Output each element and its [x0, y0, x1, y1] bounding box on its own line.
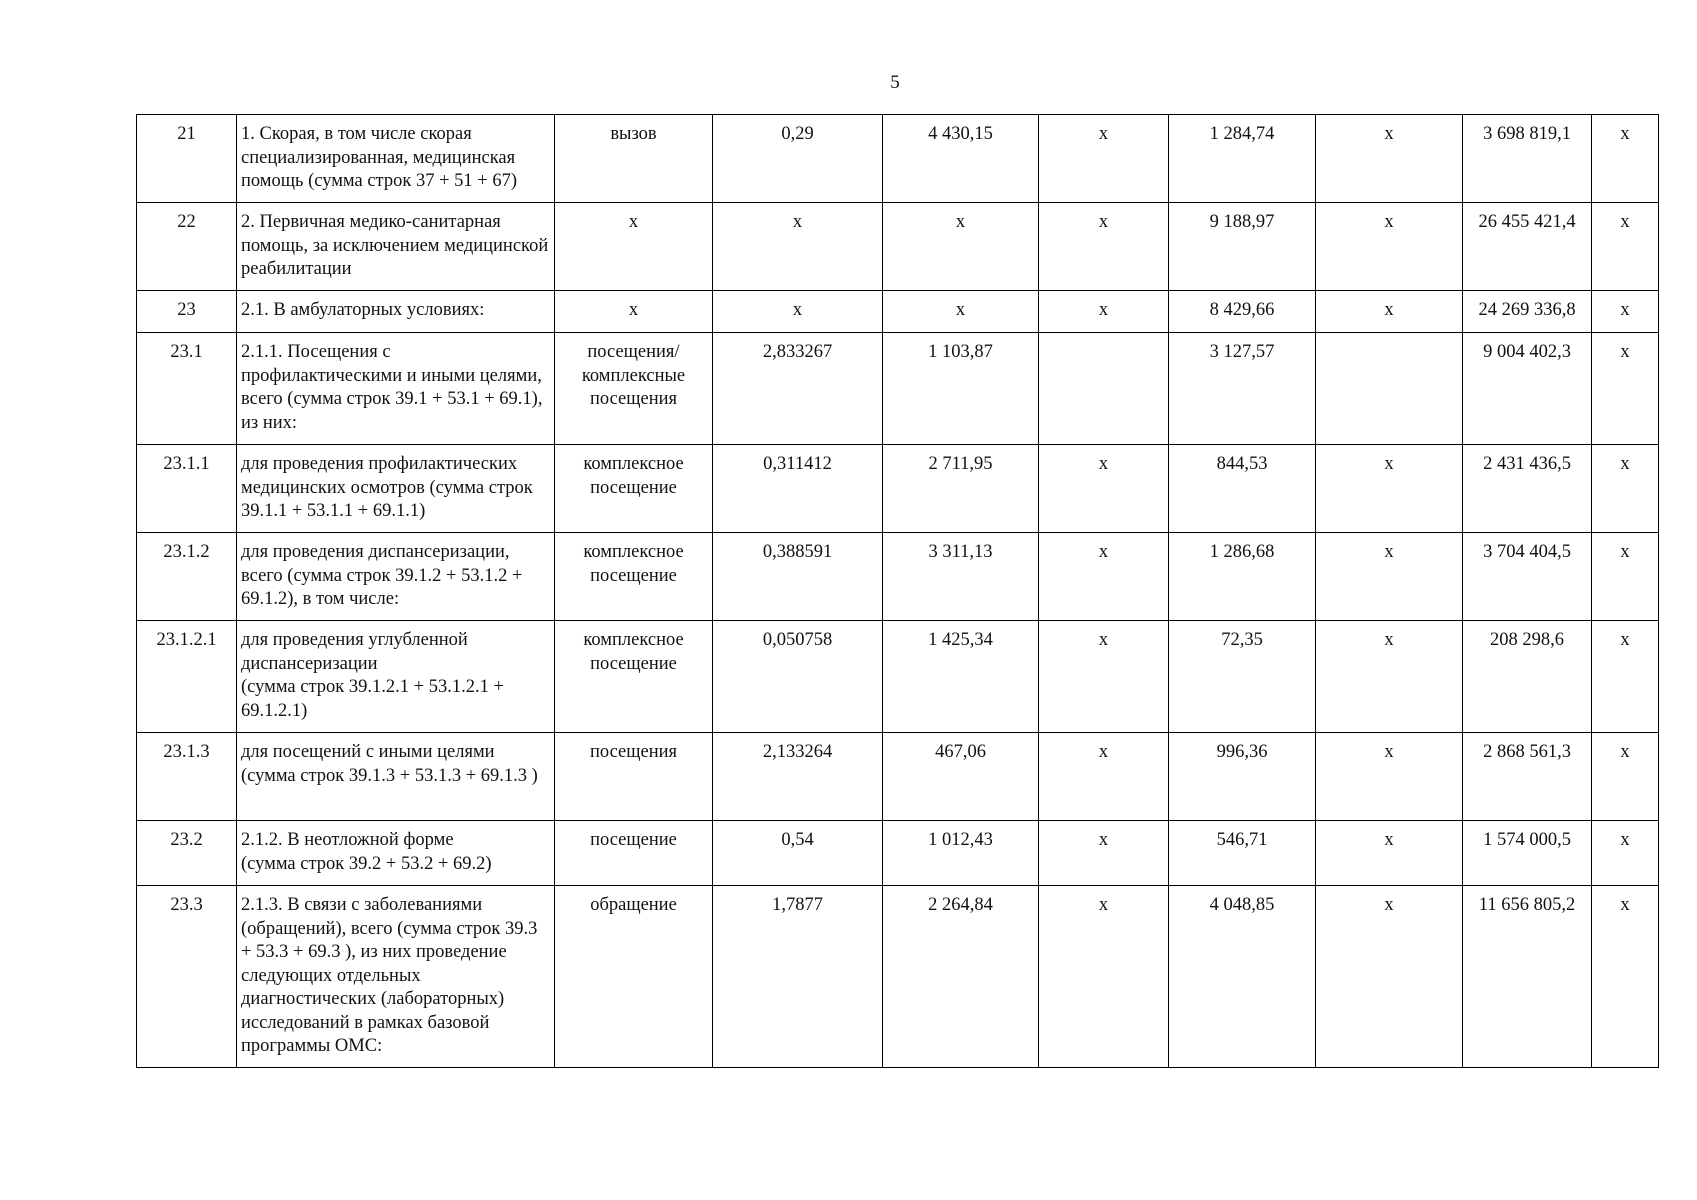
row-number: 23.2	[137, 821, 237, 886]
row-name: 2.1. В амбулаторных условиях:	[237, 291, 555, 333]
row-name: 2. Первичная медико-санитарная помощь, за исключением медицинской реабилитации	[237, 203, 555, 291]
row-unit-cost: 1 425,34	[883, 621, 1039, 733]
row-name: для посещений с иными целями (сумма строк 39.1.3 + 53.1.3 + 69.1.3 )	[237, 733, 555, 821]
table-row	[137, 733, 1659, 821]
row-per-capita-oms: 996,36	[1169, 733, 1316, 821]
row-unit: посещение	[555, 821, 713, 886]
row-unit-cost: х	[883, 291, 1039, 333]
row-number: 23.1.3	[137, 733, 237, 821]
row-per-capita-budget	[1039, 333, 1169, 445]
row-percent: х	[1592, 621, 1659, 733]
row-number: 23.1.2	[137, 533, 237, 621]
row-percent: х	[1592, 533, 1659, 621]
row-number: 23.3	[137, 886, 237, 1068]
row-volume-norm: 0,29	[713, 115, 883, 203]
row-unit: посещения/ комплексные посещения	[555, 333, 713, 445]
row-per-capita-budget: х	[1039, 886, 1169, 1068]
row-cost-budget: х	[1316, 203, 1463, 291]
row-volume-norm: 0,050758	[713, 621, 883, 733]
row-percent: х	[1592, 886, 1659, 1068]
row-name: 2.1.2. В неотложной форме (сумма строк 39.2 + 53.2 + 69.2)	[237, 821, 555, 886]
row-per-capita-budget: х	[1039, 445, 1169, 533]
row-cost-budget	[1316, 333, 1463, 445]
row-name: 2.1.1. Посещения с профилактическими и иными целями, всего (сумма строк 39.1 + 53.1 + 69.1), из них:	[237, 333, 555, 445]
row-cost-oms: 3 698 819,1	[1463, 115, 1592, 203]
row-cost-budget: х	[1316, 533, 1463, 621]
table-row	[137, 886, 1659, 1068]
row-percent: х	[1592, 821, 1659, 886]
row-unit: х	[555, 291, 713, 333]
row-cost-oms: 208 298,6	[1463, 621, 1592, 733]
row-unit-cost: 1 012,43	[883, 821, 1039, 886]
table-row	[137, 533, 1659, 621]
table-row	[137, 203, 1659, 291]
row-per-capita-oms: 4 048,85	[1169, 886, 1316, 1068]
row-per-capita-budget: х	[1039, 115, 1169, 203]
row-per-capita-oms: 1 284,74	[1169, 115, 1316, 203]
row-per-capita-budget: х	[1039, 533, 1169, 621]
table-row	[137, 445, 1659, 533]
row-unit-cost: 2 711,95	[883, 445, 1039, 533]
row-cost-budget: х	[1316, 621, 1463, 733]
row-cost-oms: 3 704 404,5	[1463, 533, 1592, 621]
row-number: 23.1.2.1	[137, 621, 237, 733]
row-volume-norm: х	[713, 203, 883, 291]
row-percent: х	[1592, 291, 1659, 333]
row-percent: х	[1592, 333, 1659, 445]
row-unit-cost: х	[883, 203, 1039, 291]
row-percent: х	[1592, 115, 1659, 203]
row-volume-norm: 0,311412	[713, 445, 883, 533]
row-percent: х	[1592, 733, 1659, 821]
row-cost-oms: 24 269 336,8	[1463, 291, 1592, 333]
row-cost-budget: х	[1316, 291, 1463, 333]
row-per-capita-budget: х	[1039, 733, 1169, 821]
row-unit: комплексное посещение	[555, 621, 713, 733]
row-unit: комплексное посещение	[555, 445, 713, 533]
row-unit-cost: 4 430,15	[883, 115, 1039, 203]
row-per-capita-budget: х	[1039, 291, 1169, 333]
row-cost-budget: х	[1316, 821, 1463, 886]
row-unit-cost: 3 311,13	[883, 533, 1039, 621]
row-per-capita-budget: х	[1039, 821, 1169, 886]
row-per-capita-budget: х	[1039, 203, 1169, 291]
table-row	[137, 291, 1659, 333]
table-row	[137, 621, 1659, 733]
row-volume-norm: 1,7877	[713, 886, 883, 1068]
row-name: для проведения диспансеризации, всего (сумма строк 39.1.2 + 53.1.2 + 69.1.2), в том числе:	[237, 533, 555, 621]
row-percent: х	[1592, 203, 1659, 291]
table-row	[137, 115, 1659, 203]
row-name: 2.1.3. В связи с заболеваниями (обращений), всего (сумма строк 39.3 + 53.3 + 69.3 ), из них проведение следующих отдельных диагностических (лабораторных) исследований в рамках базовой программы ОМС:	[237, 886, 555, 1068]
row-volume-norm: х	[713, 291, 883, 333]
row-volume-norm: 0,54	[713, 821, 883, 886]
row-unit: вызов	[555, 115, 713, 203]
row-cost-oms: 11 656 805,2	[1463, 886, 1592, 1068]
row-name: для проведения профилактических медицинских осмотров (сумма строк 39.1.1 + 53.1.1 + 69.1.1)	[237, 445, 555, 533]
table-body	[137, 115, 1659, 1068]
row-number: 22	[137, 203, 237, 291]
row-cost-oms: 1 574 000,5	[1463, 821, 1592, 886]
row-cost-oms: 9 004 402,3	[1463, 333, 1592, 445]
row-name: для проведения углубленной диспансеризации (сумма строк 39.1.2.1 + 53.1.2.1 + 69.1.2.1)	[237, 621, 555, 733]
row-cost-oms: 2 431 436,5	[1463, 445, 1592, 533]
row-unit: х	[555, 203, 713, 291]
row-cost-budget: х	[1316, 886, 1463, 1068]
row-per-capita-budget: х	[1039, 621, 1169, 733]
row-volume-norm: 0,388591	[713, 533, 883, 621]
page-number: 5	[890, 72, 900, 93]
row-number: 21	[137, 115, 237, 203]
row-cost-oms: 2 868 561,3	[1463, 733, 1592, 821]
row-unit: посещения	[555, 733, 713, 821]
row-unit-cost: 1 103,87	[883, 333, 1039, 445]
row-per-capita-oms: 8 429,66	[1169, 291, 1316, 333]
row-name: 1. Скорая, в том числе скорая специализированная, медицинская помощь (сумма строк 37 + 51 + 67)	[237, 115, 555, 203]
row-per-capita-oms: 9 188,97	[1169, 203, 1316, 291]
row-volume-norm: 2,133264	[713, 733, 883, 821]
row-cost-budget: х	[1316, 733, 1463, 821]
row-number: 23.1	[137, 333, 237, 445]
row-cost-oms: 26 455 421,4	[1463, 203, 1592, 291]
row-cost-budget: х	[1316, 445, 1463, 533]
row-per-capita-oms: 3 127,57	[1169, 333, 1316, 445]
row-cost-budget: х	[1316, 115, 1463, 203]
table-row	[137, 821, 1659, 886]
row-unit-cost: 2 264,84	[883, 886, 1039, 1068]
row-per-capita-oms: 844,53	[1169, 445, 1316, 533]
row-per-capita-oms: 1 286,68	[1169, 533, 1316, 621]
row-number: 23.1.1	[137, 445, 237, 533]
row-per-capita-oms: 546,71	[1169, 821, 1316, 886]
row-number: 23	[137, 291, 237, 333]
row-percent: х	[1592, 445, 1659, 533]
row-volume-norm: 2,833267	[713, 333, 883, 445]
row-unit: обращение	[555, 886, 713, 1068]
row-unit: комплексное посещение	[555, 533, 713, 621]
table-row	[137, 333, 1659, 445]
row-unit-cost: 467,06	[883, 733, 1039, 821]
row-per-capita-oms: 72,35	[1169, 621, 1316, 733]
financing-table	[136, 114, 1659, 1068]
